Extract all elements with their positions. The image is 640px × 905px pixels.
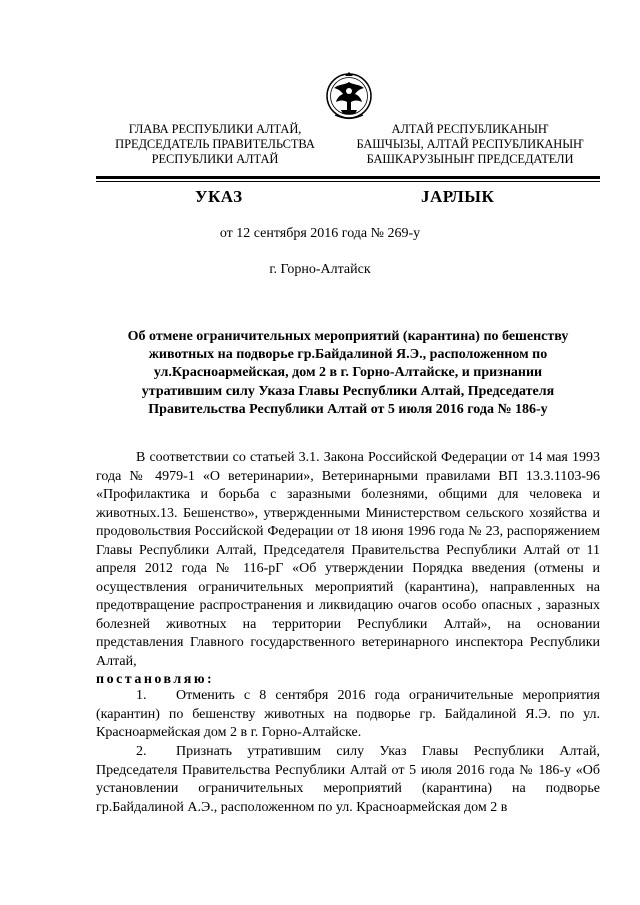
title-line: ул.Красноармейская, дом 2 в г. Горно-Алтайске, и признании: [153, 365, 543, 381]
doc-type-altai: JАРЛЫК: [421, 187, 495, 206]
header-left-block: [110, 122, 320, 167]
preamble-text: В соответствии со статьей 3.1. Закона Российской Федерации от 14 мая 1993 года № 4979-1 «О ветеринарии», Ветеринарными правилами ВП 13.3.1103-96 «Профилактика и борьба с заразными болезнями, общими для человека и животных.13. Бешенство», утвержденными Министерством сельского хозяйства и продовольствия Российской Федерации от 18 июня 1996 года № 23, распоряжением Главы Республики Алтай, Председателя Правительства Республики Алтай от 11 апреля 2012 года № 116-рГ «Об утверждении Порядка введения (отмены и осуществления ограничительных мероприятий (карантина), направленных на предотвращение распространения и ликвидацию очагов особо опасных , заразных болезней животных на территории Республики Алтай», на основании представления Главного государственного ветеринарного инспектора Республики Алтай,: [96, 450, 600, 669]
item-1-number: 1.: [136, 688, 147, 703]
title-line: животных на подворье гр.Байдалиной Я.Э., расположенном по: [148, 347, 548, 363]
header-left-line: ГЛАВА РЕСПУБЛИКИ АЛТАЙ,: [128, 122, 302, 136]
header-right-block: [350, 122, 590, 167]
header-left-line: ПРЕДСЕДАТЕЛЬ ПРАВИТЕЛЬСТВА: [115, 137, 315, 151]
decree-date-number: от 12 сентября 2016 года № 269-у: [219, 226, 421, 241]
item-1-paragraph: [96, 687, 600, 743]
title-line: утратившим силу Указа Главы Республики Алтай, Председателя: [141, 383, 555, 399]
coat-of-arms-emblem: [325, 70, 373, 126]
title-line: Правительства Республики Алтай от 5 июля 2016 года № 186-у: [148, 401, 548, 417]
header-right-line: АЛТАЙ РЕСПУБЛИКАНЫҤ: [391, 122, 549, 136]
header-divider-thick: [96, 176, 600, 179]
header-left-line: РЕСПУБЛИКИ АЛТАЙ: [151, 152, 279, 166]
preamble-paragraph: [96, 449, 600, 690]
doc-type-russian: УКАЗ: [195, 187, 243, 206]
title-line: Об отмене ограничительных мероприятий (карантина) по бешенству: [127, 329, 569, 344]
header-right-line: БАШКАРУЗЫНЫҤ ПРЕДСЕДАТЕЛИ: [366, 152, 574, 166]
decree-city: г. Горно-Алтайск: [269, 262, 371, 277]
header-divider-thin: [96, 181, 600, 182]
item-2-text: Признать утратившим силу Указ Главы Республики Алтай, Председателя Правительства Республики Алтай от 5 июля 2016 года № 186-у «Об установлении ограничительных мероприятий (карантина) на подворье гр.Байдалиной А.Э., расположенном по ул. Красноармейская дом 2 в: [96, 744, 600, 815]
item-2-number: 2.: [136, 744, 147, 759]
decree-title: [96, 328, 600, 419]
item-2-paragraph: [96, 743, 600, 817]
decree-word: постановляю:: [96, 672, 215, 687]
header-right-line: БАШЧЫЗЫ, АЛТАЙ РЕСПУБЛИКАНЫҤ: [356, 137, 584, 151]
item-1-text: Отменить с 8 сентября 2016 года ограничительные мероприятия (карантин) по бешенству животных на подворье гр. Байдалиной Я.Э. по ул. Красноармейская дом 2 в г. Горно-Алтайске.: [96, 688, 600, 740]
